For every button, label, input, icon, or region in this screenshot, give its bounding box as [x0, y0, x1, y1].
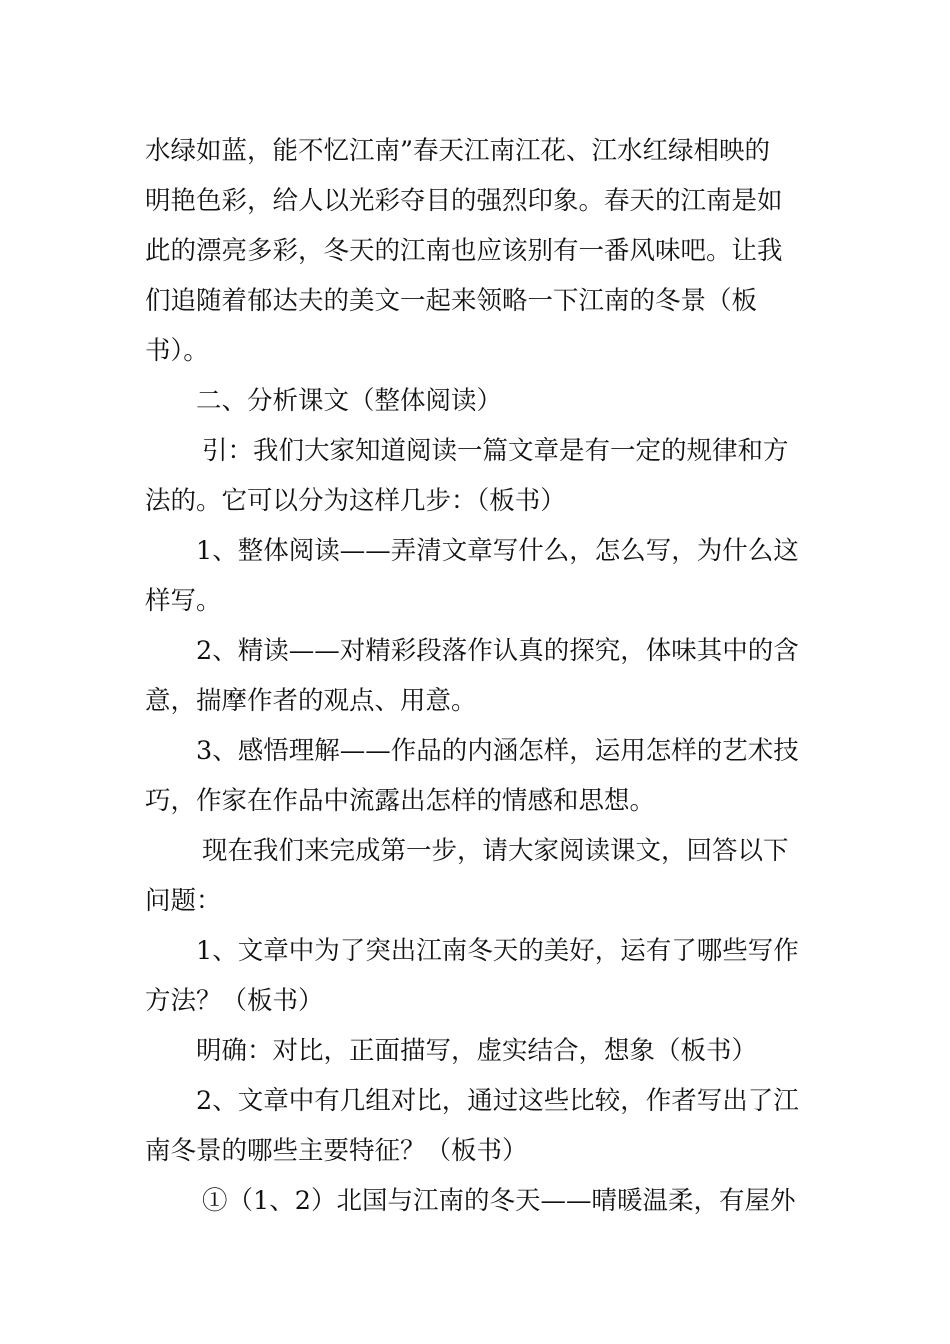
text-line-16: 问题： — [145, 886, 222, 916]
answer-1: 明确：对比，正面描写，虚实结合，想象（板书） — [196, 1036, 758, 1066]
question-2: 2、文章中有几组对比，通过这些比较，作者写出了江 — [196, 1086, 799, 1116]
text-line-18: 方法？（板书） — [145, 986, 324, 1016]
text-line-21: 南冬景的哪些主要特征？（板书） — [145, 1136, 528, 1166]
list-item-2: 2、精读——对精彩段落作认真的探究，体味其中的含 — [196, 636, 799, 666]
text-line-7: 引：我们大家知道阅读一篇文章是有一定的规律和方 — [202, 436, 789, 466]
text-line-2: 明艳色彩，给人以光彩夺目的强烈印象。春天的江南是如 — [145, 186, 783, 216]
list-item-1: 1、整体阅读——弄清文章写什么，怎么写，为什么这 — [196, 536, 799, 566]
section-heading: 二、分析课文（整体阅读） — [196, 386, 503, 416]
question-1: 1、文章中为了突出江南冬天的美好，运有了哪些写作 — [196, 936, 799, 966]
text-line-14: 巧，作家在作品中流露出怎样的情感和思想。 — [145, 786, 656, 816]
text-line-12: 意，揣摩作者的观点、用意。 — [145, 686, 477, 716]
text-line-8: 法的。它可以分为这样几步：（板书） — [145, 486, 566, 516]
text-line-5: 书）。 — [145, 336, 209, 366]
document-body — [145, 126, 815, 1226]
answer-2-item-1: ①（1、2）北国与江南的冬天——晴暖温柔，有屋外 — [202, 1186, 796, 1216]
list-item-3: 3、感悟理解——作品的内涵怎样，运用怎样的艺术技 — [196, 736, 799, 766]
text-line-10: 样写。 — [145, 586, 222, 616]
text-line-15: 现在我们来完成第一步，请大家阅读课文，回答以下 — [202, 836, 789, 866]
text-line-4: 们追随着郁达夫的美文一起来领略一下江南的冬景（板 — [145, 286, 758, 316]
text-line-1: 水绿如蓝，能不忆江南”春天江南江花、江水红绿相映的 — [145, 136, 771, 166]
text-line-3: 此的漂亮多彩，冬天的江南也应该别有一番风味吧。让我 — [145, 236, 783, 266]
